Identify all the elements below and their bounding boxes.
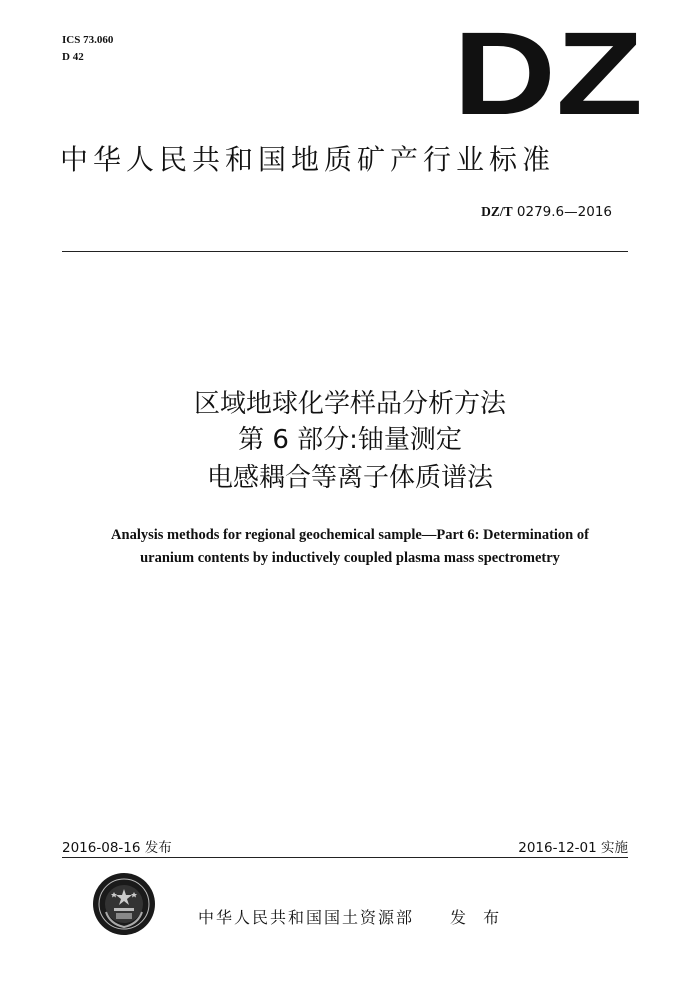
standard-prefix: DZ/T bbox=[481, 204, 513, 219]
title-cn-line-3: 电感耦合等离子体质谱法 bbox=[206, 463, 493, 493]
title-en bbox=[60, 524, 640, 570]
dz-logo bbox=[448, 26, 648, 121]
implement-date: 2016-12-01 实施 bbox=[518, 840, 628, 856]
footer-divider bbox=[62, 857, 628, 858]
standard-number bbox=[481, 204, 612, 220]
issue-date: 2016-08-16 发布 bbox=[62, 840, 172, 856]
title-cn-line-1: 区域地球化学样品分析方法 bbox=[193, 389, 506, 419]
ccs-code: D 42 bbox=[62, 51, 84, 63]
ics-code: ICS 73.060 bbox=[62, 34, 114, 46]
title-en-line-1: Analysis methods for regional geochemical sample—Part 6: Determination of bbox=[111, 527, 589, 543]
org-title: 中华人民共和国地质矿产行业标准 bbox=[60, 143, 556, 176]
title-en-line-2: uranium contents by inductively coupled plasma mass spectrometry bbox=[140, 550, 560, 566]
logo-text: DZ bbox=[453, 26, 643, 121]
title-cn-line-2: 第 6 部分:铀量测定 bbox=[238, 425, 462, 455]
ministry-seal-icon bbox=[92, 872, 156, 936]
issuer-action: 发 布 bbox=[450, 908, 506, 927]
header-divider bbox=[62, 251, 628, 252]
standard-code: 0279.6—2016 bbox=[516, 204, 612, 220]
issuer-name: 中华人民共和国国土资源部 bbox=[198, 908, 415, 927]
classification-codes bbox=[62, 32, 113, 66]
